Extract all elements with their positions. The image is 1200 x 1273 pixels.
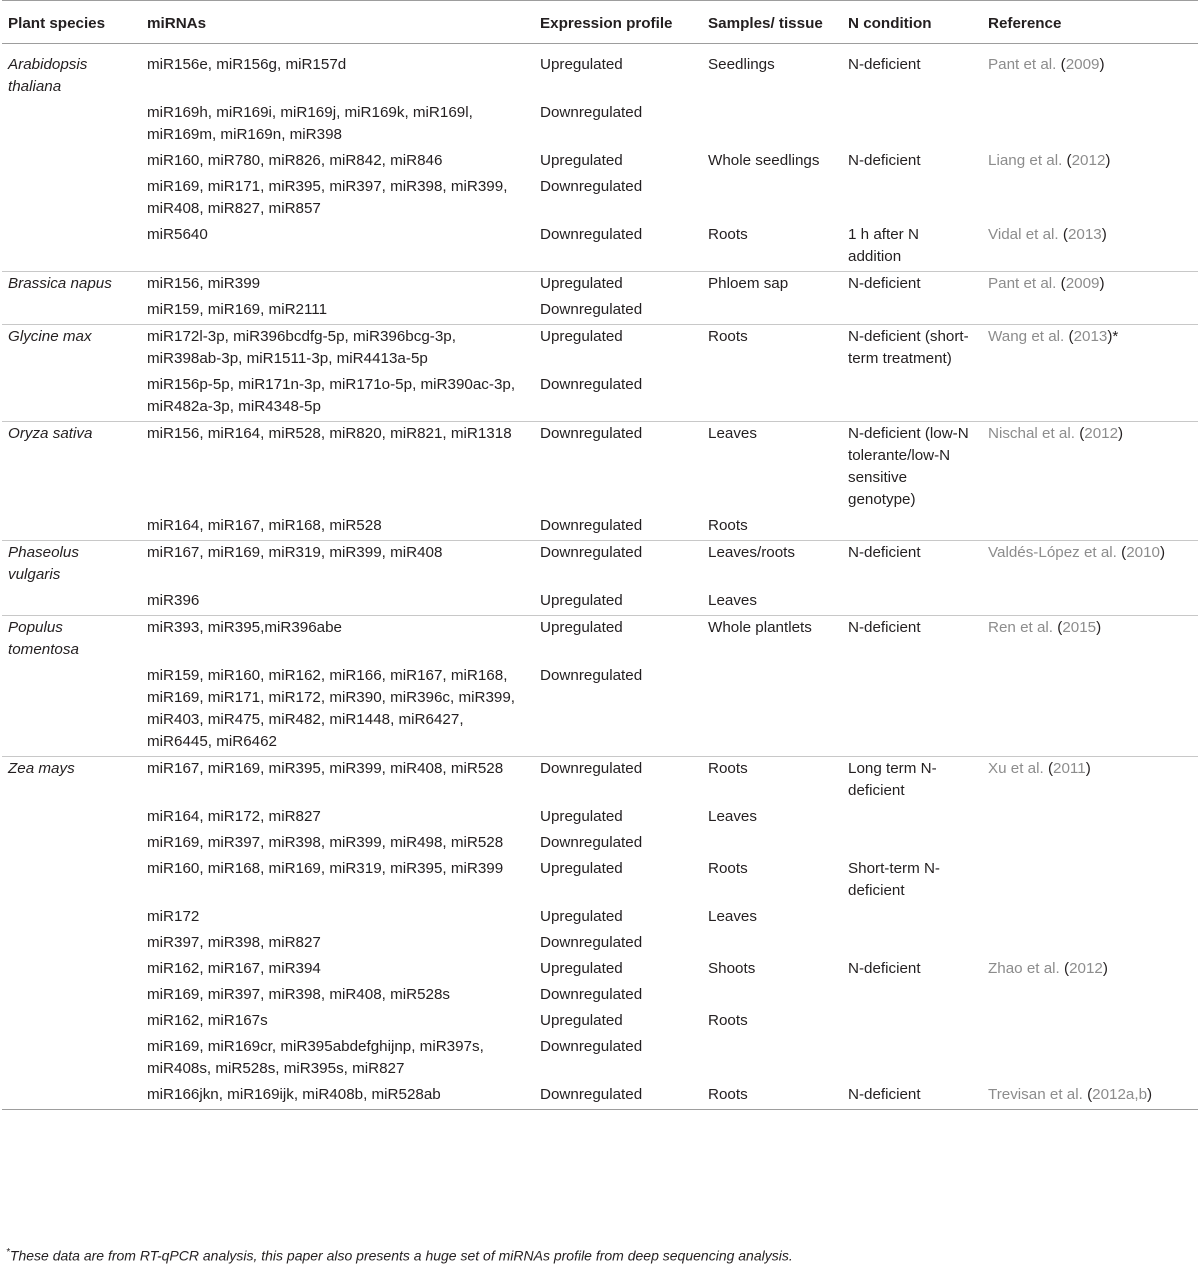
cell-reference xyxy=(982,857,1198,905)
cell-species xyxy=(2,373,141,422)
cell-mirnas: miR160, miR780, miR826, miR842, miR846 xyxy=(147,152,443,169)
cell-expression: Downregulated xyxy=(540,301,643,318)
cell-samples xyxy=(702,931,842,957)
paren-open: ( xyxy=(1064,960,1070,977)
cell-reference xyxy=(982,1035,1198,1083)
paren-close: ) xyxy=(1147,1086,1153,1103)
cell-samples xyxy=(702,983,842,1009)
cell-samples: Roots xyxy=(708,517,748,534)
cell-species xyxy=(2,957,141,983)
cell-samples xyxy=(702,1035,842,1083)
cell-ncondition xyxy=(842,931,982,957)
cell-samples xyxy=(702,101,842,149)
cell-samples: Phloem sap xyxy=(708,275,789,292)
cell-samples: Whole plantlets xyxy=(708,619,812,636)
cell-expression: Downregulated xyxy=(540,667,643,684)
header-ncondition: N condition xyxy=(848,15,932,32)
reference-footnote-mark: * xyxy=(1112,328,1119,345)
cell-species xyxy=(2,1009,141,1035)
cell-mirnas: miR172 xyxy=(147,908,200,925)
table-row xyxy=(2,615,1198,664)
cell-expression: Downregulated xyxy=(540,1086,643,1103)
cell-expression: Downregulated xyxy=(540,376,643,393)
cell-expression: Downregulated xyxy=(540,834,643,851)
cell-expression: Downregulated xyxy=(540,1038,643,1055)
cell-reference xyxy=(982,983,1198,1009)
cell-expression: Upregulated xyxy=(540,960,623,977)
paren-close: ) xyxy=(1160,544,1166,561)
cell-ncondition: Short-term N-deficient xyxy=(848,860,940,899)
header-samples: Samples/ tissue xyxy=(708,15,823,32)
paren-open: ( xyxy=(1121,544,1127,561)
cell-mirnas: miR162, miR167, miR394 xyxy=(147,960,321,977)
cell-ncondition xyxy=(842,373,982,422)
table-row xyxy=(2,44,1198,101)
cell-species xyxy=(2,831,141,857)
cell-expression: Upregulated xyxy=(540,56,623,73)
table-row xyxy=(2,1009,1198,1035)
table-row xyxy=(2,857,1198,905)
cell-samples xyxy=(702,664,842,757)
cell-reference xyxy=(982,1009,1198,1035)
cell-species xyxy=(2,805,141,831)
cell-mirnas: miR160, miR168, miR169, miR319, miR395, miR399 xyxy=(147,860,504,877)
cell-samples: Roots xyxy=(708,760,748,777)
table-row xyxy=(2,421,1198,514)
reference-year-link[interactable]: 2015 xyxy=(1062,619,1097,636)
table-row xyxy=(2,271,1198,298)
cell-species xyxy=(2,101,141,149)
cell-expression: Upregulated xyxy=(540,328,623,345)
table-row xyxy=(2,831,1198,857)
cell-species xyxy=(2,857,141,905)
cell-expression: Upregulated xyxy=(540,592,623,609)
table-row xyxy=(2,931,1198,957)
footnote-text: These data are from RT-qPCR analysis, this paper also presents a huge set of miRNAs profile from deep sequencing analysis. xyxy=(9,1247,793,1264)
reference-year-link[interactable]: 2012 xyxy=(1071,152,1106,169)
table-row xyxy=(2,957,1198,983)
cell-reference xyxy=(982,805,1198,831)
cell-expression: Downregulated xyxy=(540,544,643,561)
cell-expression: Upregulated xyxy=(540,275,623,292)
paren-close: ) xyxy=(1099,275,1105,292)
table-row xyxy=(2,223,1198,272)
cell-expression: Upregulated xyxy=(540,860,623,877)
cell-reference xyxy=(982,756,1198,805)
cell-reference xyxy=(982,149,1198,175)
paren-open: ( xyxy=(1062,226,1068,243)
reference-year-link[interactable]: 2013 xyxy=(1073,328,1108,345)
table-row xyxy=(2,589,1198,616)
cell-mirnas: miR162, miR167s xyxy=(147,1012,268,1029)
cell-mirnas: miR167, miR169, miR395, miR399, miR408, miR528 xyxy=(147,760,504,777)
cell-reference xyxy=(982,421,1198,514)
paren-close: ) xyxy=(1107,328,1113,345)
paren-open: ( xyxy=(1057,619,1063,636)
paren-close: ) xyxy=(1099,56,1105,73)
cell-mirnas: miR156e, miR156g, miR157d xyxy=(147,56,347,73)
reference-year-link[interactable]: 2010 xyxy=(1126,544,1160,561)
paren-close: ) xyxy=(1102,960,1108,977)
cell-mirnas: miR169, miR397, miR398, miR408, miR528s xyxy=(147,986,451,1003)
cell-expression: Upregulated xyxy=(540,619,623,636)
header-expression: Expression profile xyxy=(540,15,673,32)
paren-open: ( xyxy=(1068,328,1074,345)
cell-expression: Downregulated xyxy=(540,760,643,777)
cell-expression: Upregulated xyxy=(540,908,623,925)
cell-reference xyxy=(982,175,1198,223)
cell-species xyxy=(2,175,141,223)
cell-species xyxy=(2,149,141,175)
paren-open: ( xyxy=(1066,152,1072,169)
reference-author-link[interactable]: Trevisan et al. xyxy=(988,1086,1083,1103)
cell-mirnas: miR166jkn, miR169ijk, miR408b, miR528ab xyxy=(147,1086,441,1103)
header-row xyxy=(2,1,1198,44)
cell-species xyxy=(2,223,141,272)
cell-mirnas: miR159, miR169, miR2111 xyxy=(147,301,328,318)
cell-species: Oryza sativa xyxy=(8,425,93,442)
cell-ncondition: N-deficient xyxy=(848,619,921,636)
reference-author-link[interactable]: Xu et al. xyxy=(988,760,1044,777)
cell-reference xyxy=(982,931,1198,957)
cell-ncondition xyxy=(842,905,982,931)
table-row xyxy=(2,756,1198,805)
cell-expression: Upregulated xyxy=(540,808,623,825)
paren-close: ) xyxy=(1105,152,1111,169)
cell-samples xyxy=(702,831,842,857)
cell-species xyxy=(2,983,141,1009)
cell-species xyxy=(2,931,141,957)
cell-reference xyxy=(982,223,1198,272)
reference-year-link[interactable]: 2012a,b xyxy=(1092,1086,1148,1103)
cell-species: Zea mays xyxy=(8,760,75,777)
cell-species: Glycine max xyxy=(8,328,92,345)
header-species: Plant species xyxy=(8,15,106,32)
cell-ncondition xyxy=(842,1035,982,1083)
cell-mirnas: miR169h, miR169i, miR169j, miR169k, miR169l, miR169m, miR169n, miR398 xyxy=(147,104,473,143)
cell-samples: Roots xyxy=(708,860,748,877)
cell-expression: Downregulated xyxy=(540,226,643,243)
table-row xyxy=(2,664,1198,757)
cell-species: Brassica napus xyxy=(8,275,112,292)
reference-author-link[interactable]: Zhao et al. xyxy=(988,960,1060,977)
table-row xyxy=(2,324,1198,373)
cell-samples xyxy=(702,373,842,422)
cell-reference xyxy=(982,324,1198,373)
cell-mirnas: miR169, miR171, miR395, miR397, miR398, miR399, miR408, miR827, miR857 xyxy=(147,178,508,217)
cell-species: Phaseolus vulgaris xyxy=(8,544,79,583)
cell-samples: Leaves xyxy=(708,908,757,925)
table-row xyxy=(2,101,1198,149)
cell-reference xyxy=(982,831,1198,857)
cell-species xyxy=(2,1035,141,1083)
cell-samples: Roots xyxy=(708,226,748,243)
cell-ncondition: N-deficient xyxy=(848,56,921,73)
paren-close: ) xyxy=(1085,760,1091,777)
table-row xyxy=(2,905,1198,931)
cell-ncondition xyxy=(842,101,982,149)
cell-ncondition: Long term N-deficient xyxy=(848,760,937,799)
cell-reference xyxy=(982,298,1198,325)
reference-year-link[interactable]: 2011 xyxy=(1053,760,1086,777)
cell-samples: Leaves/roots xyxy=(708,544,795,561)
cell-reference xyxy=(982,615,1198,664)
cell-ncondition xyxy=(842,1009,982,1035)
reference-year-link[interactable]: 2012 xyxy=(1084,425,1119,442)
table-row xyxy=(2,1035,1198,1083)
table-row xyxy=(2,983,1198,1009)
cell-mirnas: miR167, miR169, miR319, miR399, miR408 xyxy=(147,544,443,561)
cell-ncondition: N-deficient xyxy=(848,544,921,561)
cell-mirnas: miR156, miR399 xyxy=(147,275,261,292)
cell-samples: Seedlings xyxy=(708,56,775,73)
cell-ncondition: 1 h after N addition xyxy=(848,226,919,265)
reference-author-link[interactable]: Vidal et al. xyxy=(988,226,1059,243)
cell-expression: Downregulated xyxy=(540,104,643,121)
cell-ncondition xyxy=(842,589,982,616)
cell-reference xyxy=(982,589,1198,616)
table-row xyxy=(2,149,1198,175)
cell-ncondition: N-deficient xyxy=(848,275,921,292)
paren-open: ( xyxy=(1087,1086,1093,1103)
cell-mirnas: miR169, miR169cr, miR395abdefghijnp, miR397s, miR408s, miR528s, miR395s, miR827 xyxy=(147,1038,484,1077)
cell-reference xyxy=(982,271,1198,298)
paren-open: ( xyxy=(1060,56,1066,73)
cell-samples: Roots xyxy=(708,1086,748,1103)
cell-expression: Upregulated xyxy=(540,1012,623,1029)
cell-mirnas: miR164, miR167, miR168, miR528 xyxy=(147,517,382,534)
cell-samples xyxy=(702,298,842,325)
cell-reference xyxy=(982,514,1198,541)
mirna-table xyxy=(2,0,1198,1110)
cell-species xyxy=(2,589,141,616)
cell-ncondition: N-deficient (short-term treatment) xyxy=(848,328,969,367)
cell-mirnas: miR159, miR160, miR162, miR166, miR167, miR168, miR169, miR171, miR172, miR390, miR396c, miR399, miR403, miR475, miR482, miR1448, miR6427, miR6445, miR6462 xyxy=(147,667,516,750)
cell-mirnas: miR396 xyxy=(147,592,200,609)
cell-mirnas: miR156p-5p, miR171n-3p, miR171o-5p, miR390ac-3p, miR482a-3p, miR4348-5p xyxy=(147,376,516,415)
cell-mirnas: miR156, miR164, miR528, miR820, miR821, miR1318 xyxy=(147,425,512,442)
cell-reference xyxy=(982,905,1198,931)
cell-ncondition xyxy=(842,831,982,857)
cell-ncondition xyxy=(842,983,982,1009)
reference-year-link[interactable]: 2009 xyxy=(1065,56,1100,73)
cell-ncondition: N-deficient (low-N tolerante/low-N sensitive genotype) xyxy=(848,425,969,508)
cell-species xyxy=(2,664,141,757)
cell-ncondition: N-deficient xyxy=(848,152,921,169)
cell-reference xyxy=(982,44,1198,101)
paren-open: ( xyxy=(1060,275,1066,292)
cell-ncondition xyxy=(842,664,982,757)
cell-species xyxy=(2,514,141,541)
paren-open: ( xyxy=(1079,425,1085,442)
footnote-mark: * xyxy=(6,1247,10,1258)
cell-mirnas: miR164, miR172, miR827 xyxy=(147,808,321,825)
cell-mirnas: miR397, miR398, miR827 xyxy=(147,934,321,951)
table-row xyxy=(2,514,1198,541)
reference-author-link[interactable]: Ren et al. xyxy=(988,619,1054,636)
header-reference: Reference xyxy=(988,15,1062,32)
reference-author-link[interactable]: Wang et al. xyxy=(988,328,1065,345)
cell-reference xyxy=(982,664,1198,757)
header-mirnas: miRNAs xyxy=(147,15,207,32)
table-row xyxy=(2,540,1198,589)
cell-species xyxy=(2,905,141,931)
table-row xyxy=(2,1083,1198,1110)
reference-year-link[interactable]: 2009 xyxy=(1065,275,1100,292)
reference-author-link[interactable]: Valdés-López et al. xyxy=(988,544,1117,561)
paren-open: ( xyxy=(1047,760,1054,777)
reference-year-link[interactable]: 2013 xyxy=(1067,226,1102,243)
cell-ncondition xyxy=(842,175,982,223)
cell-reference xyxy=(982,957,1198,983)
cell-expression: Downregulated xyxy=(540,178,643,195)
cell-samples: Leaves xyxy=(708,592,757,609)
cell-expression: Downregulated xyxy=(540,986,643,1003)
paren-close: ) xyxy=(1101,226,1107,243)
cell-reference xyxy=(982,540,1198,589)
cell-expression: Downregulated xyxy=(540,425,643,442)
table-row xyxy=(2,805,1198,831)
reference-author-link[interactable]: Pant et al. xyxy=(988,56,1057,73)
reference-author-link[interactable]: Liang et al. xyxy=(988,152,1063,169)
table-row xyxy=(2,175,1198,223)
reference-year-link[interactable]: 2012 xyxy=(1069,960,1103,977)
cell-reference xyxy=(982,1083,1198,1110)
cell-samples: Leaves xyxy=(708,425,757,442)
cell-samples xyxy=(702,175,842,223)
paren-close: ) xyxy=(1118,425,1124,442)
cell-samples: Shoots xyxy=(708,960,756,977)
cell-mirnas: miR169, miR397, miR398, miR399, miR498, miR528 xyxy=(147,834,504,851)
cell-species xyxy=(2,298,141,325)
paren-close: ) xyxy=(1096,619,1102,636)
cell-ncondition: N-deficient xyxy=(848,1086,921,1103)
cell-ncondition xyxy=(842,298,982,325)
cell-reference xyxy=(982,101,1198,149)
cell-samples: Whole seedlings xyxy=(708,152,820,169)
cell-samples: Leaves xyxy=(708,808,757,825)
cell-mirnas: miR393, miR395,miR396abe xyxy=(147,619,342,636)
cell-ncondition xyxy=(842,805,982,831)
cell-expression: Downregulated xyxy=(540,517,643,534)
table-row xyxy=(2,373,1198,422)
cell-mirnas: miR172l-3p, miR396bcdfg-5p, miR396bcg-3p, miR398ab-3p, miR1511-3p, miR4413a-5p xyxy=(147,328,456,367)
cell-species: Populus tomentosa xyxy=(8,619,79,658)
cell-mirnas: miR5640 xyxy=(147,226,208,243)
cell-ncondition: N-deficient xyxy=(848,960,921,977)
cell-species: Arabidopsis thaliana xyxy=(8,56,88,95)
cell-expression: Upregulated xyxy=(540,152,623,169)
reference-author-link[interactable]: Pant et al. xyxy=(988,275,1057,292)
cell-species xyxy=(2,1083,141,1110)
table-body xyxy=(2,44,1198,1110)
cell-expression: Downregulated xyxy=(540,934,643,951)
cell-reference xyxy=(982,373,1198,422)
reference-author-link[interactable]: Nischal et al. xyxy=(988,425,1075,442)
cell-samples: Roots xyxy=(708,328,748,345)
footnote xyxy=(6,1244,793,1265)
table-row xyxy=(2,298,1198,325)
cell-ncondition xyxy=(842,514,982,541)
cell-samples: Roots xyxy=(708,1012,748,1029)
